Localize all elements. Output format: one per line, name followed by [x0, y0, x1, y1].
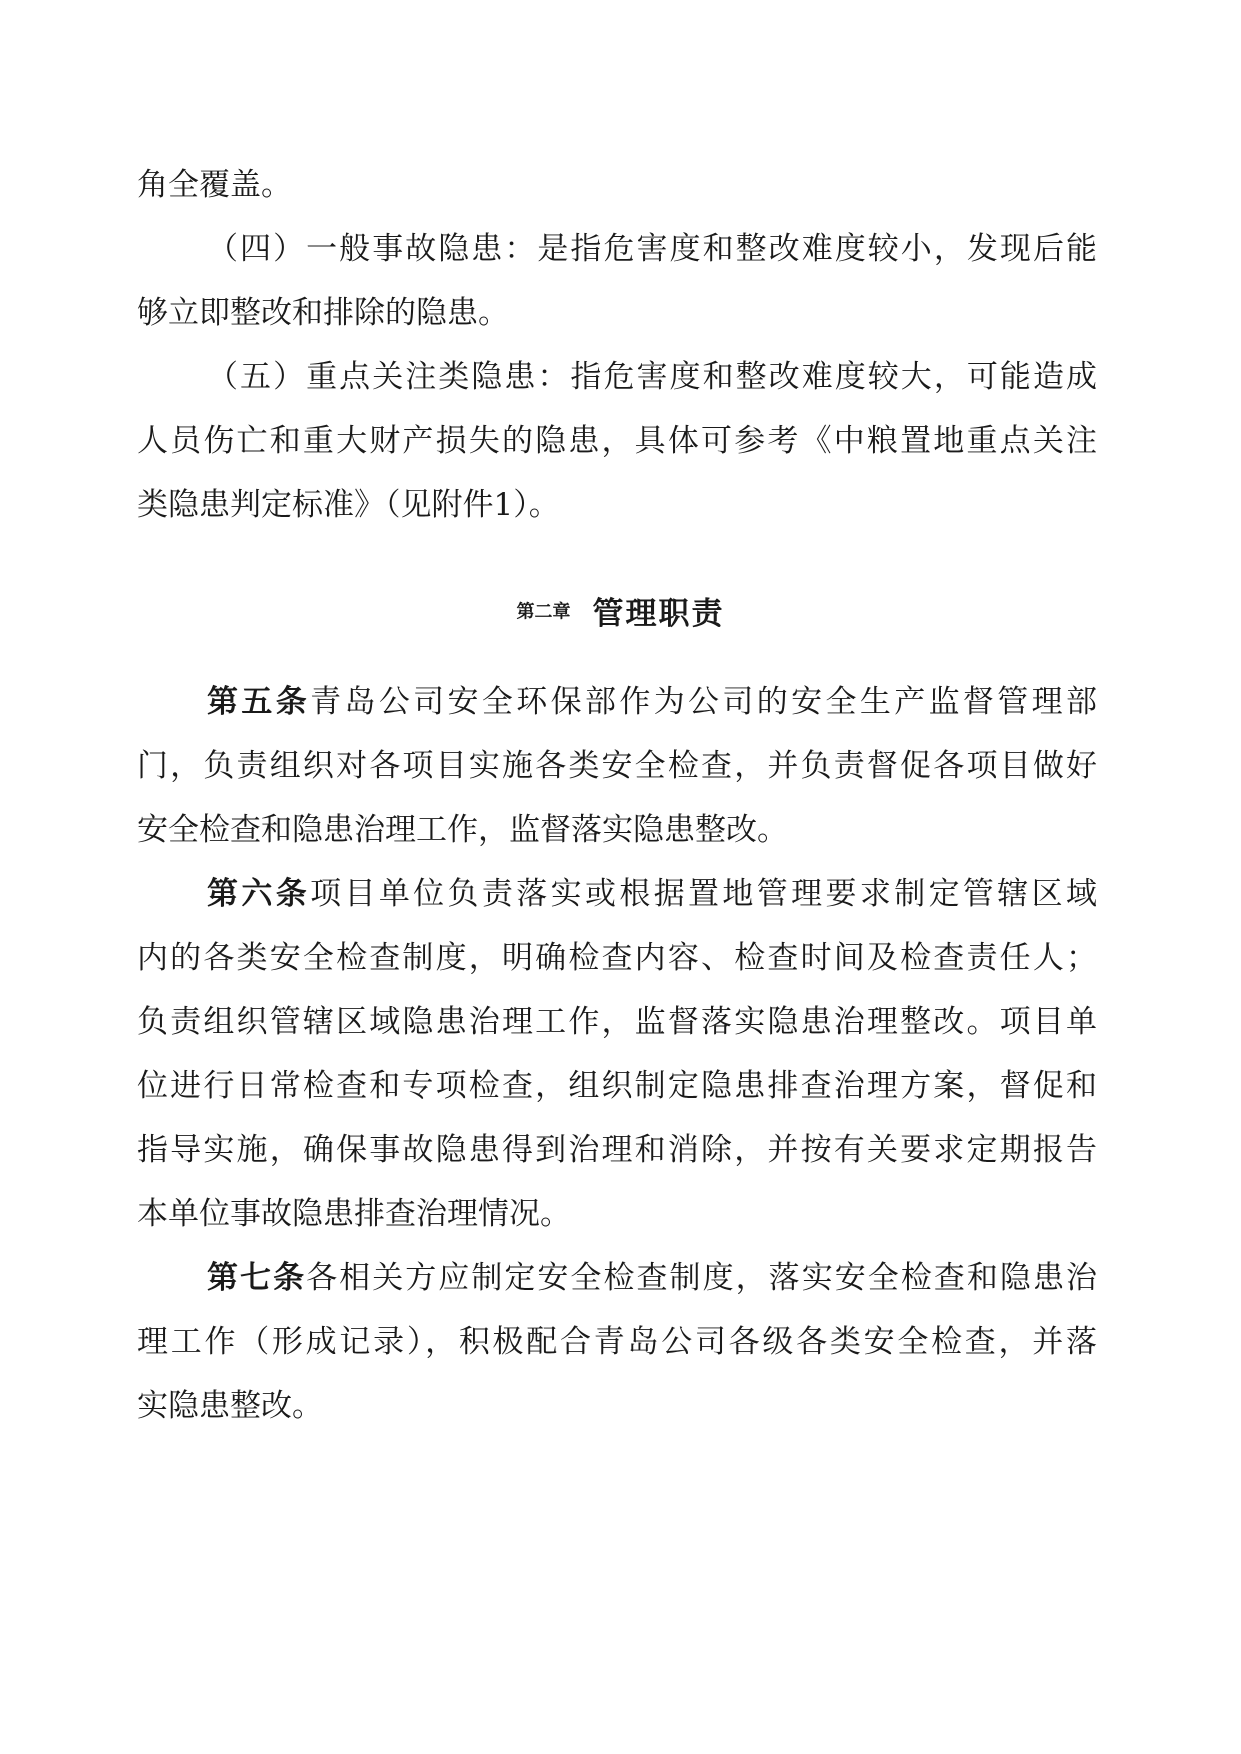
- article-7-line-3: 实隐患整改。: [137, 1388, 323, 1424]
- article-5-line-1: [207, 682, 1097, 722]
- item-4-line-1: （四）一般事故隐患：是指危害度和整改难度较小，发现后能: [207, 231, 1097, 267]
- article-7-line-1: [207, 1258, 1097, 1298]
- article-6-label: 第六条: [207, 876, 311, 912]
- chapter-number: 第二章: [516, 601, 571, 623]
- article-7-line-2: 理工作（形成记录），积极配合青岛公司各级各类安全检查，并落: [137, 1324, 1097, 1360]
- item-4-line-2: 够立即整改和排除的隐患。: [137, 295, 509, 331]
- article-6-line-3: 负责组织管辖区域隐患治理工作，监督落实隐患治理整改。项目单: [137, 1004, 1097, 1040]
- item-5-line-2: 人员伤亡和重大财产损失的隐患，具体可参考《中粮置地重点关注: [137, 423, 1097, 459]
- article-6-line-5: 指导实施，确保事故隐患得到治理和消除，并按有关要求定期报告: [137, 1132, 1097, 1168]
- article-6-line-6: 本单位事故隐患排查治理情况。: [137, 1196, 571, 1232]
- paragraph-line: 角全覆盖。: [137, 167, 292, 203]
- article-7-label: 第七条: [207, 1260, 307, 1296]
- article-6-line-1: [207, 874, 1097, 914]
- article-6-line-2: 内的各类安全检查制度，明确检查内容、检查时间及检查责任人；: [137, 940, 1097, 976]
- article-5-label: 第五条: [207, 684, 311, 720]
- article-5-line-2: 门，负责组织对各项目实施各类安全检查，并负责督促各项目做好: [137, 748, 1097, 784]
- article-5-line-3: 安全检查和隐患治理工作，监督落实隐患整改。: [137, 812, 788, 848]
- article-7-text: 各相关方应制定安全检查制度，落实安全检查和隐患治: [306, 1260, 1098, 1296]
- chapter-heading: [0, 588, 1241, 633]
- article-6-line-4: 位进行日常检查和专项检查，组织制定隐患排查治理方案，督促和: [137, 1068, 1097, 1104]
- item-5-line-1: （五）重点关注类隐患：指危害度和整改难度较大，可能造成: [207, 359, 1097, 395]
- article-6-text: 项目单位负责落实或根据置地管理要求制定管辖区域: [310, 876, 1098, 912]
- article-5-text: 青岛公司安全环保部作为公司的安全生产监督管理部: [310, 684, 1098, 720]
- item-5-line-3: 类隐患判定标准》（见附件1）。: [137, 487, 560, 523]
- chapter-title: 管理职责: [592, 596, 725, 632]
